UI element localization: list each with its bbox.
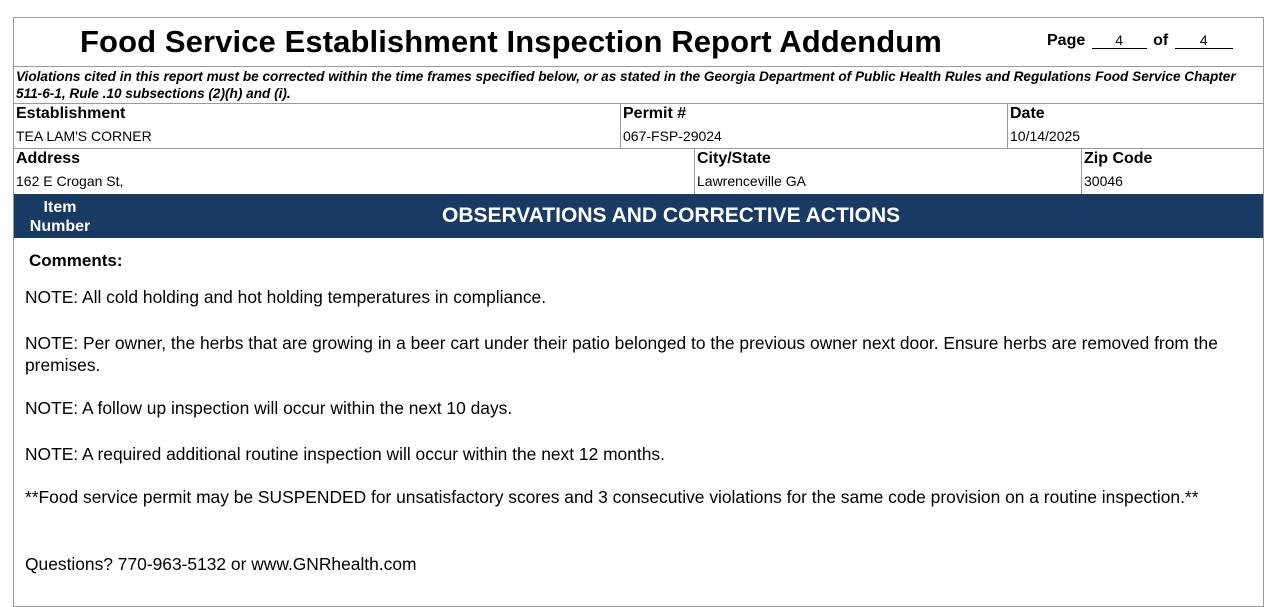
date-cell [1007,104,1263,148]
observations-header-band [14,194,1263,238]
address-label: Address [16,150,81,167]
note-item: NOTE: A follow up inspection will occur within the next 10 days. [25,398,513,418]
date-value: 10/14/2025 [1010,128,1081,144]
zip-code-value: 30046 [1084,173,1123,189]
city-state-label: City/State [697,150,771,167]
address-cell [14,149,694,194]
inspection-report-addendum [13,17,1264,607]
address-value: 162 E Crogan St, [16,173,124,189]
observations-heading: OBSERVATIONS AND CORRECTIVE ACTIONS [442,204,901,227]
note-item: NOTE: Per owner, the herbs that are growing in a beer cart under their patio belonged to the previous owner next door. Ensure herbs are removed from the premises. [25,333,1218,375]
page-number: 4 [1092,32,1147,49]
note-item: NOTE: All cold holding and hot holding temperatures in compliance. [25,287,547,307]
establishment-label: Establishment [16,105,126,122]
page-label: Page [1047,32,1086,49]
permit-cell [620,104,1008,148]
page-indicator [1047,32,1235,50]
permit-label: Permit # [623,105,687,122]
note-item: NOTE: A required additional routine inspection will occur within the next 12 months. [25,444,665,464]
comments-label: Comments: [29,251,123,270]
city-state-cell [694,149,1082,194]
of-label: of [1153,32,1169,49]
item-number-label: Item Number [29,199,91,235]
report-header [14,18,1263,67]
zip-code-label: Zip Code [1084,150,1153,167]
establishment-value: TEA LAM'S CORNER [16,128,152,144]
date-label: Date [1010,105,1045,122]
establishment-row [14,104,1263,149]
suspension-warning: **Food service permit may be SUSPENDED for unsatisfactory scores and 3 consecutive violations for the same code provision on a routine inspection.** [25,487,1199,507]
contact-info: Questions? 770-963-5132 or www.GNRhealth.com [25,554,417,574]
report-title: Food Service Establishment Inspection Report Addendum [80,24,942,59]
address-row [14,149,1263,194]
permit-value: 067-FSP-29024 [623,128,722,144]
establishment-cell [14,104,620,148]
violations-notice: Violations cited in this report must be corrected within the time frames specified below, or as stated in the Georgia Department of Public Health Rules and Regulations Food Service Chapter 511-6-1, Rule .10 subsections (2)(h) and (i). [14,67,1263,104]
zip-code-cell [1081,149,1263,194]
city-state-value: Lawrenceville GA [697,173,806,189]
page-total: 4 [1175,32,1233,49]
